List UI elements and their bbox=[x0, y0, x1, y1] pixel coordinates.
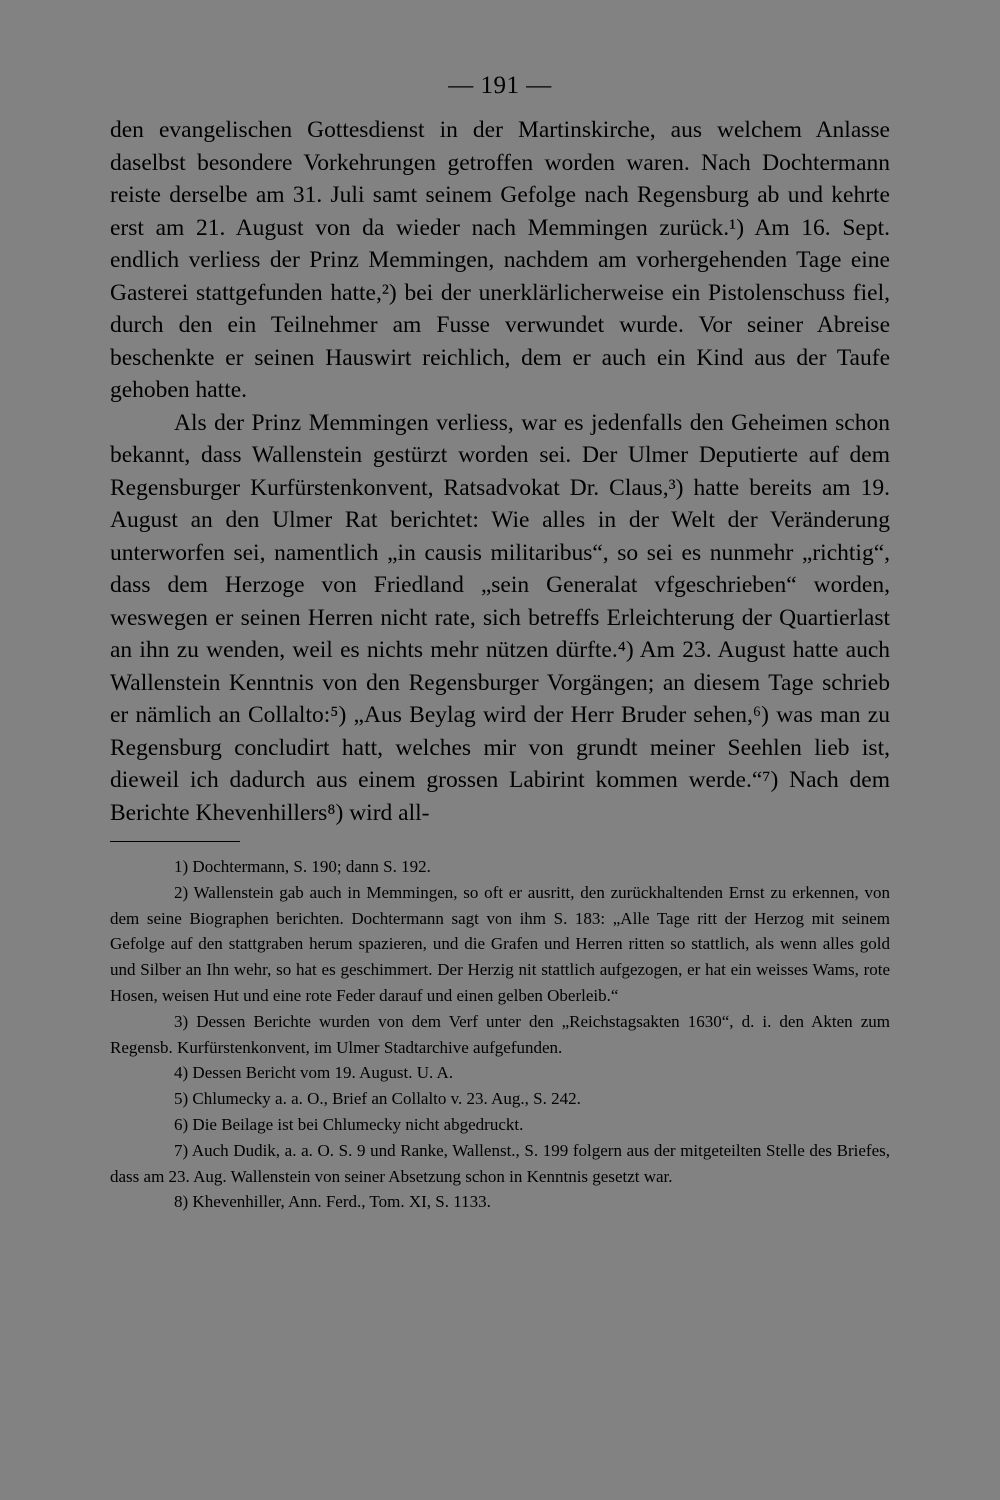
footnote-8: 8) Khevenhiller, Ann. Ferd., Tom. XI, S. 1133. bbox=[174, 1192, 491, 1212]
main-text bbox=[110, 114, 890, 829]
paragraph: Als der Prinz Memmingen verliess, war es jedenfalls den Geheimen schon bekannt, dass Wallenstein gestürzt worden sei. Der Ulmer Deputierte auf dem Regensburger Kurfürstenkonvent, Ratsadvokat Dr. Claus,³) hatte bereits am 19. August an den Ulmer Rat berichtet: Wie alles in der Welt der Veränderung unterworfen sei, namentlich „in causis militaribus“, so sei es nunmehr „richtig“, dass dem Herzoge von Friedland „sein Generalat vfgeschrieben“ worden, weswegen er seinen Herren nicht rate, sich betreffs Erleichterung der Quartierlast an ihn zu wenden, weil es nichts mehr nützen dürfte.⁴) Am 23. August hatte auch Wallenstein Kenntnis von den Regensburger Vorgängen; an diesem Tage schrieb er nämlich an Collalto:⁵) „Aus Beylag wird der Herr Bruder sehen,⁶) was man zu Regensburg concludirt hatt, welches mir von grundt meiner Seehlen lieb ist, dieweil ich dadurch aus einem grossen Labirint kommen werde.“⁷) Nach dem Berichte Khevenhillers⁸) wird all- bbox=[110, 409, 890, 826]
page-number: — 191 — bbox=[448, 72, 552, 99]
footnote-1: 1) Dochtermann, S. 190; dann S. 192. bbox=[174, 857, 431, 876]
footnote-separator bbox=[110, 841, 240, 842]
footnote-2: 2) Wallenstein gab auch in Memmingen, so oft er ausritt, den zurückhaltenden Ernst zu erkennen, von dem seine Biographen berichten. Dochtermann sagt von ihm S. 183: „Alle Tage ritt der Herzog mit seinem Gefolge auf den stattgraben herum spazieren, und die Grafen und Herren ritten so stattlich, als wenn alles gold und Silber an Ihn wehr, so hat es geschimmert. Der Herzig nit stattlich aufgezogen, er hat ein weisses Wams, rote Hosen, weisen Hut und eine rote Feder darauf und einen gelben Oberleib.“ bbox=[110, 882, 890, 1005]
footnote-4: 4) Dessen Bericht vom 19. August. U. A. bbox=[174, 1063, 454, 1083]
footnote-5: 5) Chlumecky a. a. O., Brief an Collalto v. 23. Aug., S. 242. bbox=[174, 1089, 581, 1109]
footnote-7: 7) Auch Dudik, a. a. O. S. 9 und Ranke, Wallenst., S. 199 folgern aus der mitgeteilten Stelle des Briefes, dass am 23. Aug. Wallenstein von seiner Absetzung schon in Kenntnis gesetzt war. bbox=[110, 1140, 890, 1186]
footnotes bbox=[110, 854, 890, 1215]
footnote-6: 6) Die Beilage ist bei Chlumecky nicht abgedruckt. bbox=[174, 1114, 524, 1134]
book-page bbox=[110, 66, 890, 1215]
footnote-3: 3) Dessen Berichte wurden von dem Verf unter den „Reichstagsakten 1630“, d. i. den Akten zum Regensb. Kurfürstenkonvent, im Ulmer Stadtarchive aufgefunden. bbox=[110, 1011, 890, 1057]
paragraph: den evangelischen Gottesdienst in der Martinskirche, aus welchem Anlasse daselbst besondere Vorkehrungen getroffen worden waren. Nach Dochtermann reiste derselbe am 31. Juli samt seinem Gefolge nach Regensburg ab und kehrte erst am 21. August von da wieder nach Memmingen zurück.¹) Am 16. Sept. endlich verliess der Prinz Memmingen, nachdem am vorhergehenden Tage eine Gasterei stattgefunden hatte,²) bei der unerklärlicherweise ein Pistolenschuss fiel, durch den ein Teilnehmer am Fusse verwundet wurde. Vor seiner Abreise beschenkte er seinen Hauswirt reichlich, dem er auch ein Kind aus der Taufe gehoben hatte. bbox=[110, 117, 890, 403]
